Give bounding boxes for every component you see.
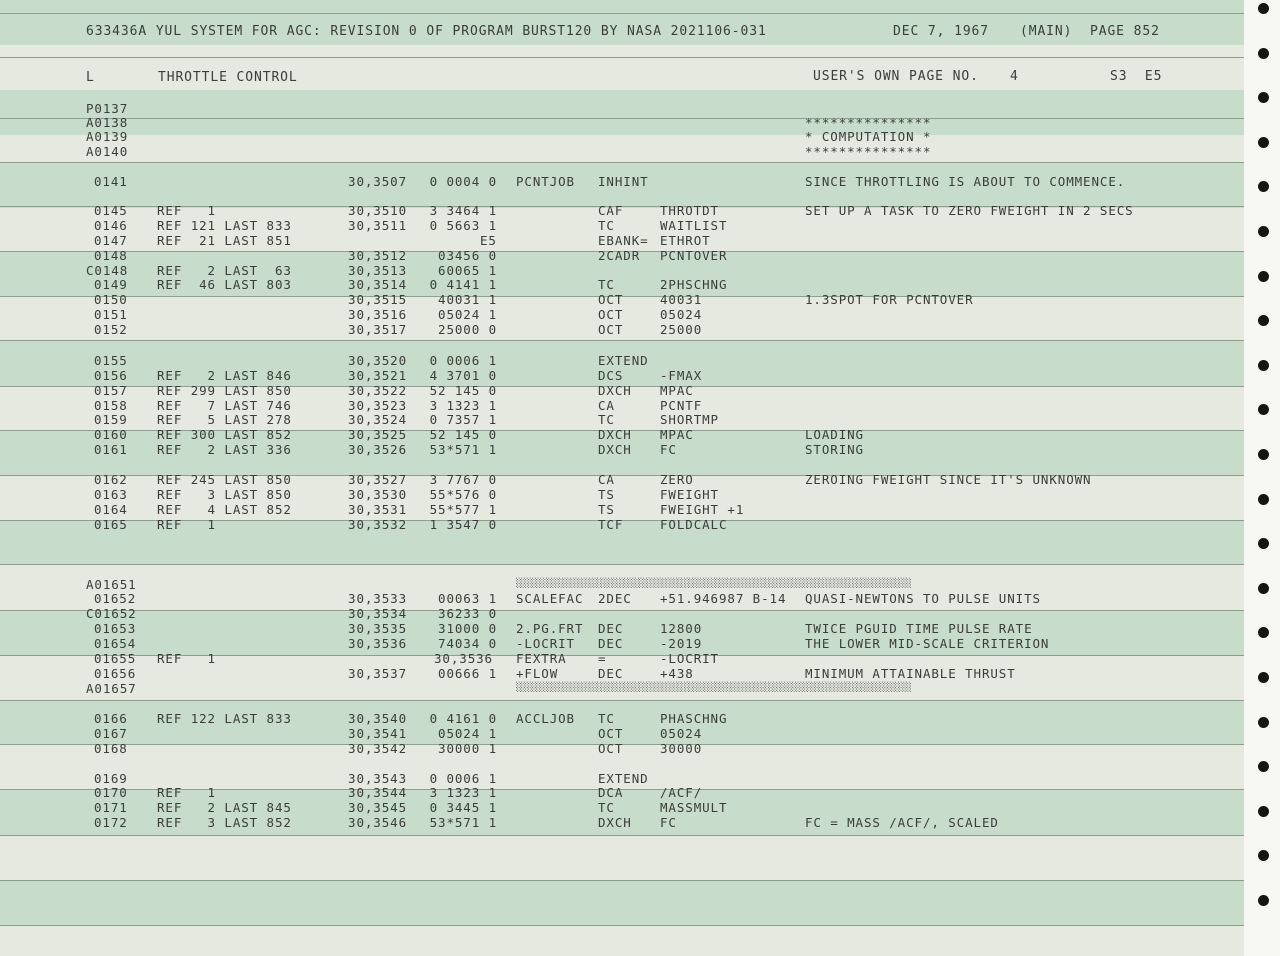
line-number: 0148	[94, 248, 128, 263]
label-field: SCALEFAC	[516, 591, 584, 606]
operand-field: FC	[660, 442, 677, 457]
line-number: 0155	[94, 353, 128, 368]
comment-field: FC = MASS /ACF/, SCALED	[805, 815, 999, 830]
sprocket-hole	[1258, 494, 1269, 505]
octal-word: 30000 1	[438, 741, 497, 756]
operand-field: FOLDCALC	[660, 517, 728, 532]
address-field: 30,3510	[348, 203, 407, 218]
opcode-field: =	[598, 651, 607, 666]
comment-field: * COMPUTATION *	[805, 129, 932, 144]
comment-field: STORING	[805, 442, 864, 457]
opcode-field: EXTEND	[598, 353, 649, 368]
header-page-number: PAGE 852	[1090, 24, 1160, 39]
octal-word: 0 4141 1	[429, 277, 497, 292]
line-number: 01655	[94, 651, 137, 666]
opcode-field: TC	[598, 800, 615, 815]
ruled-line	[0, 162, 1244, 163]
comment-field: ZEROING FWEIGHT SINCE IT'S UNKNOWN	[805, 472, 1092, 487]
opcode-field: OCT	[598, 726, 624, 741]
opcode-field: TC	[598, 277, 615, 292]
opcode-field: TS	[598, 502, 615, 517]
ref-field: REF 122 LAST 833	[157, 711, 292, 726]
ref-field: REF 1	[157, 651, 216, 666]
ref-field: REF 4 LAST 852	[157, 502, 292, 517]
address-field: 30,3507	[348, 174, 407, 189]
sprocket-hole	[1258, 271, 1269, 282]
address-field: 30,3525	[348, 427, 407, 442]
line-number: A01651	[86, 577, 137, 592]
opcode-field: CA	[598, 472, 615, 487]
octal-word: 60065 1	[438, 263, 497, 278]
address-field: 30,3513	[348, 263, 407, 278]
ruled-line	[0, 340, 1244, 341]
line-number: 0164	[94, 502, 128, 517]
octal-word: 3 1323 1	[429, 398, 497, 413]
operand-field: 05024	[660, 726, 703, 741]
address-field: 30,3517	[348, 322, 407, 337]
address-field: 30,3536	[348, 636, 407, 651]
ref-field: REF 121 LAST 833	[157, 218, 292, 233]
log-letter: L	[86, 70, 95, 85]
operand-field: +438	[660, 666, 694, 681]
ref-field: REF 21 LAST 851	[157, 233, 292, 248]
octal-word: 00063 1	[438, 591, 497, 606]
ruled-line	[0, 700, 1244, 701]
header-date: DEC 7, 1967	[893, 24, 989, 39]
operand-field: /ACF/	[660, 785, 703, 800]
sprocket-hole	[1258, 48, 1269, 59]
line-number: A0138	[86, 115, 129, 130]
divider-bottom: ░░░░░░░░░░░░░░░░░░░░░░░░░░░░░░░░░░░░░░░░░░░░░░░░░░░░░░░░░░░░░░░░░░░░░░░░░	[516, 683, 912, 693]
opcode-field: DEC	[598, 621, 624, 636]
ref-field: REF 299 LAST 850	[157, 383, 292, 398]
sprocket-hole	[1258, 226, 1269, 237]
address-field: 30,3542	[348, 741, 407, 756]
opcode-field: DEC	[598, 666, 624, 681]
operand-field: MASSMULT	[660, 800, 728, 815]
line-number: 01654	[94, 636, 137, 651]
opcode-field: EBANK=	[598, 233, 649, 248]
address-field: 30,3545	[348, 800, 407, 815]
line-number: 01652	[94, 591, 137, 606]
octal-word: 0 7357 1	[429, 412, 497, 427]
sprocket-hole	[1258, 3, 1269, 14]
opcode-field: DCA	[598, 785, 624, 800]
address-field: 30,3540	[348, 711, 407, 726]
address-field: 30,3520	[348, 353, 407, 368]
operand-field: 05024	[660, 307, 703, 322]
address-field: 30,3537	[348, 666, 407, 681]
comment-field: 1.3SPOT FOR PCNTOVER	[805, 292, 974, 307]
operand-field: -LOCRIT	[660, 651, 719, 666]
ref-field: REF 1	[157, 203, 216, 218]
octal-word: 3 7767 0	[429, 472, 497, 487]
opcode-field: CAF	[598, 203, 624, 218]
address-field: 30,3524	[348, 412, 407, 427]
octal-word: 0 0006 1	[429, 771, 497, 786]
opcode-field: OCT	[598, 292, 624, 307]
operand-field: SHORTMP	[660, 412, 719, 427]
line-number: 0167	[94, 726, 128, 741]
sprocket-hole	[1258, 895, 1269, 906]
address-field: 30,3530	[348, 487, 407, 502]
line-number: A0139	[86, 129, 129, 144]
operand-field: FC	[660, 815, 677, 830]
line-number: 0156	[94, 368, 128, 383]
address-field: 30,3514	[348, 277, 407, 292]
header-title: 633436A YUL SYSTEM FOR AGC: REVISION 0 OF PROGRAM BURST120 BY NASA 2021106-031	[86, 24, 767, 39]
line-number: 0152	[94, 322, 128, 337]
line-number: 0149	[94, 277, 128, 292]
ruled-line	[0, 118, 1244, 119]
opcode-field: 2DEC	[598, 591, 632, 606]
address-field: 30,3516	[348, 307, 407, 322]
header-section: (MAIN)	[1020, 24, 1073, 39]
address-field: 30,3531	[348, 502, 407, 517]
comment-field: ***************	[805, 144, 932, 159]
octal-word: 31000 0	[438, 621, 497, 636]
header-codes: S3 E5	[1110, 69, 1163, 84]
address-field: 30,3544	[348, 785, 407, 800]
operand-field: +51.946987 B-14	[660, 591, 787, 606]
operand-field: FWEIGHT +1	[660, 502, 745, 517]
line-number: 0158	[94, 398, 128, 413]
ref-field: REF 300 LAST 852	[157, 427, 292, 442]
line-number: 0170	[94, 785, 128, 800]
opcode-field: DXCH	[598, 383, 632, 398]
comment-field: SINCE THROTTLING IS ABOUT TO COMMENCE.	[805, 174, 1126, 189]
ref-field: REF 2 LAST 846	[157, 368, 292, 383]
opcode-field: DXCH	[598, 815, 632, 830]
line-number: 0145	[94, 203, 128, 218]
address-field: 30,3535	[348, 621, 407, 636]
octal-word: 52 145 0	[429, 383, 497, 398]
label-field: +FLOW	[516, 666, 559, 681]
comment-field: MINIMUM ATTAINABLE THRUST	[805, 666, 1016, 681]
operand-field: -2019	[660, 636, 703, 651]
octal-word: 0 5663 1	[429, 218, 497, 233]
line-number: C01652	[86, 606, 137, 621]
sprocket-hole	[1258, 449, 1269, 460]
line-number: 0165	[94, 517, 128, 532]
sprocket-hole	[1258, 137, 1269, 148]
ref-field: REF 1	[157, 517, 216, 532]
comment-field: QUASI-NEWTONS TO PULSE UNITS	[805, 591, 1041, 606]
opcode-field: INHINT	[598, 174, 649, 189]
address-field: 30,3527	[348, 472, 407, 487]
opcode-field: OCT	[598, 322, 624, 337]
ref-field: REF 2 LAST 336	[157, 442, 292, 457]
operand-field: 30000	[660, 741, 703, 756]
octal-word: 00666 1	[438, 666, 497, 681]
ref-field: REF 46 LAST 803	[157, 277, 292, 292]
address-field: 30,3522	[348, 383, 407, 398]
octal-word: 40031 1	[438, 292, 497, 307]
operand-field: MPAC	[660, 383, 694, 398]
address-field: 30,3546	[348, 815, 407, 830]
octal-word: 3 1323 1	[429, 785, 497, 800]
address-field: 30,3523	[348, 398, 407, 413]
comment-field: ***************	[805, 115, 932, 130]
address-field: 30,3526	[348, 442, 407, 457]
ruled-line	[0, 564, 1244, 565]
sprocket-hole	[1258, 717, 1269, 728]
address-field: 30,3534	[348, 606, 407, 621]
ref-field: REF 2 LAST 845	[157, 800, 292, 815]
sprocket-hole	[1258, 806, 1269, 817]
label-field: FEXTRA	[516, 651, 567, 666]
line-number: 01653	[94, 621, 137, 636]
line-number: 0172	[94, 815, 128, 830]
comment-field: LOADING	[805, 427, 864, 442]
line-number: 0147	[94, 233, 128, 248]
operand-field: PHASCHNG	[660, 711, 728, 726]
line-number: 0161	[94, 442, 128, 457]
octal-word: 55*577 1	[429, 502, 497, 517]
line-number: 0157	[94, 383, 128, 398]
label-field: -LOCRIT	[516, 636, 575, 651]
address-field: 30,3515	[348, 292, 407, 307]
address-field: 30,3532	[348, 517, 407, 532]
operand-field: 40031	[660, 292, 703, 307]
label-field: 2.PG.FRT	[516, 621, 584, 636]
ruled-line	[0, 880, 1244, 881]
line-number: C0148	[86, 263, 129, 278]
octal-word: 05024 1	[438, 726, 497, 741]
divider-top: ░░░░░░░░░░░░░░░░░░░░░░░░░░░░░░░░░░░░░░░░░░░░░░░░░░░░░░░░░░░░░░░░░░░░░░░░░	[516, 579, 912, 589]
address-field: 30,3521	[348, 368, 407, 383]
ref-field: REF 245 LAST 850	[157, 472, 292, 487]
operand-field: WAITLIST	[660, 218, 728, 233]
line-number: 0160	[94, 427, 128, 442]
operand-field: MPAC	[660, 427, 694, 442]
octal-word: 30,3536	[434, 651, 493, 666]
ref-field: REF 7 LAST 746	[157, 398, 292, 413]
octal-word: 4 3701 0	[429, 368, 497, 383]
opcode-field: DXCH	[598, 427, 632, 442]
ref-field: REF 3 LAST 850	[157, 487, 292, 502]
opcode-field: TC	[598, 711, 615, 726]
line-number: 0151	[94, 307, 128, 322]
octal-word: 52 145 0	[429, 427, 497, 442]
operand-field: -FMAX	[660, 368, 703, 383]
octal-word: 03456 0	[438, 248, 497, 263]
line-number: 0146	[94, 218, 128, 233]
operand-field: 12800	[660, 621, 703, 636]
label-field: PCNTJOB	[516, 174, 575, 189]
line-number: 0141	[94, 174, 128, 189]
opcode-field: DCS	[598, 368, 624, 383]
ref-field: REF 3 LAST 852	[157, 815, 292, 830]
sprocket-hole	[1258, 672, 1269, 683]
opcode-field: EXTEND	[598, 771, 649, 786]
octal-word: E5	[480, 233, 497, 248]
label-field: ACCLJOB	[516, 711, 575, 726]
ruled-line	[0, 13, 1244, 14]
opcode-field: DXCH	[598, 442, 632, 457]
address-field: 30,3541	[348, 726, 407, 741]
line-number: 0171	[94, 800, 128, 815]
address-field: 30,3511	[348, 218, 407, 233]
line-number: 01656	[94, 666, 137, 681]
opcode-field: CA	[598, 398, 615, 413]
octal-word: 0 4161 0	[429, 711, 497, 726]
sprocket-hole	[1258, 360, 1269, 371]
octal-word: 53*571 1	[429, 815, 497, 830]
operand-field: ETHROT	[660, 233, 711, 248]
greenbar-band	[0, 90, 1244, 135]
ref-field: REF 2 LAST 63	[157, 263, 292, 278]
line-number: P0137	[86, 101, 129, 116]
octal-word: 25000 0	[438, 322, 497, 337]
octal-word: 36233 0	[438, 606, 497, 621]
users-page-label: USER'S OWN PAGE NO.	[813, 69, 979, 84]
octal-word: 05024 1	[438, 307, 497, 322]
opcode-field: DEC	[598, 636, 624, 651]
octal-word: 1 3547 0	[429, 517, 497, 532]
ruled-line	[0, 835, 1244, 836]
line-number: 0168	[94, 741, 128, 756]
line-number: 0150	[94, 292, 128, 307]
octal-word: 0 3445 1	[429, 800, 497, 815]
octal-word: 55*576 0	[429, 487, 497, 502]
opcode-field: OCT	[598, 741, 624, 756]
line-number: A0140	[86, 144, 129, 159]
octal-word: 74034 0	[438, 636, 497, 651]
ref-field: REF 1	[157, 785, 216, 800]
comment-field: TWICE PGUID TIME PULSE RATE	[805, 621, 1033, 636]
octal-word: 0 0004 0	[429, 174, 497, 189]
opcode-field: OCT	[598, 307, 624, 322]
line-number: 0159	[94, 412, 128, 427]
comment-field: SET UP A TASK TO ZERO FWEIGHT IN 2 SECS	[805, 203, 1134, 218]
address-field: 30,3512	[348, 248, 407, 263]
line-number: 0166	[94, 711, 128, 726]
ruled-line	[0, 57, 1244, 58]
log-section-title: THROTTLE CONTROL	[158, 70, 298, 85]
line-number: 0169	[94, 771, 128, 786]
sprocket-hole	[1258, 583, 1269, 594]
operand-field: THROTDT	[660, 203, 719, 218]
comment-field: THE LOWER MID-SCALE CRITERION	[805, 636, 1050, 651]
octal-word: 3 3464 1	[429, 203, 497, 218]
ref-field: REF 5 LAST 278	[157, 412, 292, 427]
line-number: A01657	[86, 681, 137, 696]
users-page-number: 4	[1010, 69, 1019, 84]
line-number: 0163	[94, 487, 128, 502]
operand-field: PCNTOVER	[660, 248, 728, 263]
opcode-field: TC	[598, 412, 615, 427]
greenbar-band	[0, 880, 1244, 925]
operand-field: 2PHSCHNG	[660, 277, 728, 292]
opcode-field: TC	[598, 218, 615, 233]
ruled-line	[0, 610, 1244, 611]
line-number: 0162	[94, 472, 128, 487]
address-field: 30,3543	[348, 771, 407, 786]
octal-word: 53*571 1	[429, 442, 497, 457]
opcode-field: 2CADR	[598, 248, 641, 263]
ruled-line	[0, 925, 1244, 926]
operand-field: 25000	[660, 322, 703, 337]
operand-field: FWEIGHT	[660, 487, 719, 502]
operand-field: PCNTF	[660, 398, 703, 413]
address-field: 30,3533	[348, 591, 407, 606]
opcode-field: TS	[598, 487, 615, 502]
opcode-field: TCF	[598, 517, 624, 532]
operand-field: ZERO	[660, 472, 694, 487]
octal-word: 0 0006 1	[429, 353, 497, 368]
